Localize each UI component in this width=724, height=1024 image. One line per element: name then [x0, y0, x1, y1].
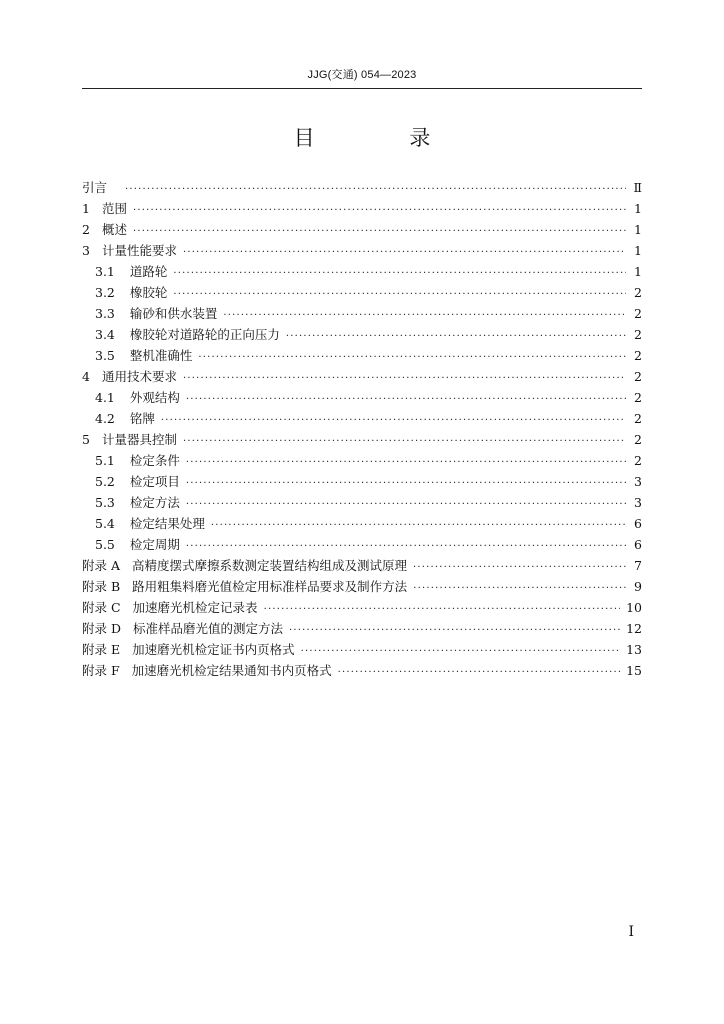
toc-entry-label: 外观结构 — [129, 390, 180, 405]
toc-entry-label: 铭牌 — [129, 411, 155, 426]
toc-entry-page: 6 — [634, 537, 642, 552]
toc-entry-page: 2 — [634, 390, 642, 405]
dot-leader — [183, 431, 626, 452]
toc-entry-page: Ⅱ — [633, 180, 642, 195]
toc-entry-page: 3 — [634, 495, 642, 510]
toc-entry-number: 附录 C — [82, 600, 121, 615]
toc-entry-label: 检定条件 — [129, 453, 180, 468]
toc-entry-page: 1 — [634, 243, 642, 258]
dot-leader — [186, 536, 626, 557]
toc-entry-page: 1 — [634, 264, 642, 279]
toc-entry-label: 输砂和供水装置 — [129, 306, 218, 321]
toc-appendix-entry[interactable] — [82, 639, 642, 660]
toc-entry-page: 2 — [634, 369, 642, 384]
toc-entry-number: 附录 B — [82, 579, 121, 594]
toc-subentry[interactable] — [82, 513, 642, 534]
dot-leader — [133, 200, 626, 221]
toc-entry[interactable] — [82, 429, 642, 450]
toc-entry-page: 2 — [634, 411, 642, 426]
dot-leader — [183, 242, 626, 263]
toc-entry-page: 2 — [634, 285, 642, 300]
toc-entry-page: 10 — [626, 600, 642, 615]
toc-entry-page: 9 — [634, 579, 642, 594]
toc-entry-label: 检定周期 — [129, 537, 180, 552]
toc-entry-number: 3.5 — [95, 348, 115, 363]
toc-entry-number: 3.2 — [95, 285, 115, 300]
toc-entry-page: 2 — [634, 453, 642, 468]
toc-appendix-entry[interactable] — [82, 660, 642, 681]
toc-entry[interactable] — [82, 198, 642, 219]
toc-subentry[interactable] — [82, 492, 642, 513]
dot-leader — [338, 662, 620, 683]
toc-entry-number: 2 — [82, 222, 90, 237]
toc-entry-number: 4.1 — [95, 390, 115, 405]
dot-leader — [413, 557, 626, 578]
toc-entry-page: 2 — [634, 306, 642, 321]
toc-entry-page: 3 — [634, 474, 642, 489]
toc-subentry[interactable] — [82, 261, 642, 282]
toc-entry-number: 附录 D — [82, 621, 121, 636]
toc-entry[interactable] — [82, 219, 642, 240]
header-divider — [82, 88, 642, 89]
toc-entry-number: 4 — [82, 369, 90, 384]
dot-leader — [211, 515, 626, 536]
dot-leader — [183, 368, 626, 389]
toc-entry-label: 标准样品磨光值的测定方法 — [133, 621, 284, 636]
table-of-contents — [82, 177, 642, 681]
toc-entry-number: 5.4 — [95, 516, 115, 531]
toc-subentry[interactable] — [82, 324, 642, 345]
toc-entry-label: 橡胶轮对道路轮的正向压力 — [129, 327, 280, 342]
dot-leader — [289, 620, 620, 641]
toc-entry-page: 7 — [634, 558, 642, 573]
toc-appendix-entry[interactable] — [82, 576, 642, 597]
toc-entry-number: 附录 E — [82, 642, 121, 657]
toc-entry-page: 1 — [634, 201, 642, 216]
toc-entry-number: 附录 F — [82, 663, 120, 678]
dot-leader — [173, 263, 626, 284]
toc-entry-page: 2 — [634, 348, 642, 363]
toc-entry-number: 1 — [82, 201, 90, 216]
toc-subentry[interactable] — [82, 534, 642, 555]
toc-subentry[interactable] — [82, 345, 642, 366]
dot-leader — [173, 284, 626, 305]
toc-entry-number: 3.1 — [95, 264, 115, 279]
toc-entry-page: 1 — [634, 222, 642, 237]
dot-leader — [186, 494, 626, 515]
toc-entry-page: 15 — [626, 663, 642, 678]
toc-entry-page: 6 — [634, 516, 642, 531]
toc-subentry[interactable] — [82, 282, 642, 303]
toc-appendix-entry[interactable] — [82, 618, 642, 639]
toc-appendix-entry[interactable] — [82, 555, 642, 576]
toc-entry-number: 5.1 — [95, 453, 115, 468]
toc-entry-number: 4.2 — [95, 411, 115, 426]
toc-entry-page: 2 — [634, 432, 642, 447]
toc-entry-number: 3.3 — [95, 306, 115, 321]
toc-entry-label: 概述 — [101, 222, 127, 237]
dot-leader — [186, 452, 626, 473]
toc-subentry[interactable] — [82, 387, 642, 408]
dot-leader — [125, 179, 626, 200]
dot-leader — [413, 578, 626, 599]
dot-leader — [286, 326, 626, 347]
toc-entry-label: 检定项目 — [129, 474, 180, 489]
toc-entry-label: 高精度摆式摩擦系数测定装置结构组成及测试原理 — [132, 558, 408, 573]
toc-entry-label: 检定方法 — [129, 495, 180, 510]
toc-entry-number: 5.2 — [95, 474, 115, 489]
toc-subentry[interactable] — [82, 471, 642, 492]
toc-entry-number: 3 — [82, 243, 90, 258]
toc-entry-label: 橡胶轮 — [129, 285, 168, 300]
toc-entry-number: 引言 — [82, 180, 108, 195]
toc-entry-label: 加速磨光机检定结果通知书内页格式 — [131, 663, 332, 678]
toc-subentry[interactable] — [82, 303, 642, 324]
dot-leader — [223, 305, 626, 326]
toc-subentry[interactable] — [82, 450, 642, 471]
page-number: Ⅰ — [628, 924, 634, 940]
toc-entry-number: 3.4 — [95, 327, 115, 342]
dot-leader — [133, 221, 626, 242]
toc-subentry[interactable] — [82, 408, 642, 429]
toc-entry[interactable] — [82, 177, 642, 198]
page-title: 目 录 — [293, 126, 475, 150]
toc-entry-label: 加速磨光机检定证书内页格式 — [132, 642, 295, 657]
toc-entry-number: 5.5 — [95, 537, 115, 552]
dot-leader — [161, 410, 626, 431]
dot-leader — [301, 641, 620, 662]
toc-entry-label: 范围 — [101, 201, 127, 216]
toc-entry-label: 检定结果处理 — [129, 516, 205, 531]
standard-code-header: JJG(交通) 054—2023 — [307, 69, 417, 81]
dot-leader — [186, 389, 626, 410]
toc-entry-page: 13 — [626, 642, 642, 657]
toc-entry[interactable] — [82, 240, 642, 261]
toc-entry-label: 计量性能要求 — [101, 243, 177, 258]
toc-entry[interactable] — [82, 366, 642, 387]
toc-entry-label: 路用粗集料磨光值检定用标准样品要求及制作方法 — [132, 579, 408, 594]
toc-entry-page: 12 — [626, 621, 642, 636]
toc-entry-number: 5.3 — [95, 495, 115, 510]
dot-leader — [198, 347, 626, 368]
toc-entry-number: 5 — [82, 432, 90, 447]
toc-entry-label: 通用技术要求 — [101, 369, 177, 384]
toc-entry-page: 2 — [634, 327, 642, 342]
dot-leader — [186, 473, 626, 494]
toc-entry-number: 附录 A — [82, 558, 121, 573]
dot-leader — [264, 599, 621, 620]
toc-entry-label: 加速磨光机检定记录表 — [132, 600, 258, 615]
toc-entry-label: 道路轮 — [129, 264, 168, 279]
toc-appendix-entry[interactable] — [82, 597, 642, 618]
toc-entry-label: 整机准确性 — [129, 348, 193, 363]
toc-entry-label: 计量器具控制 — [101, 432, 177, 447]
